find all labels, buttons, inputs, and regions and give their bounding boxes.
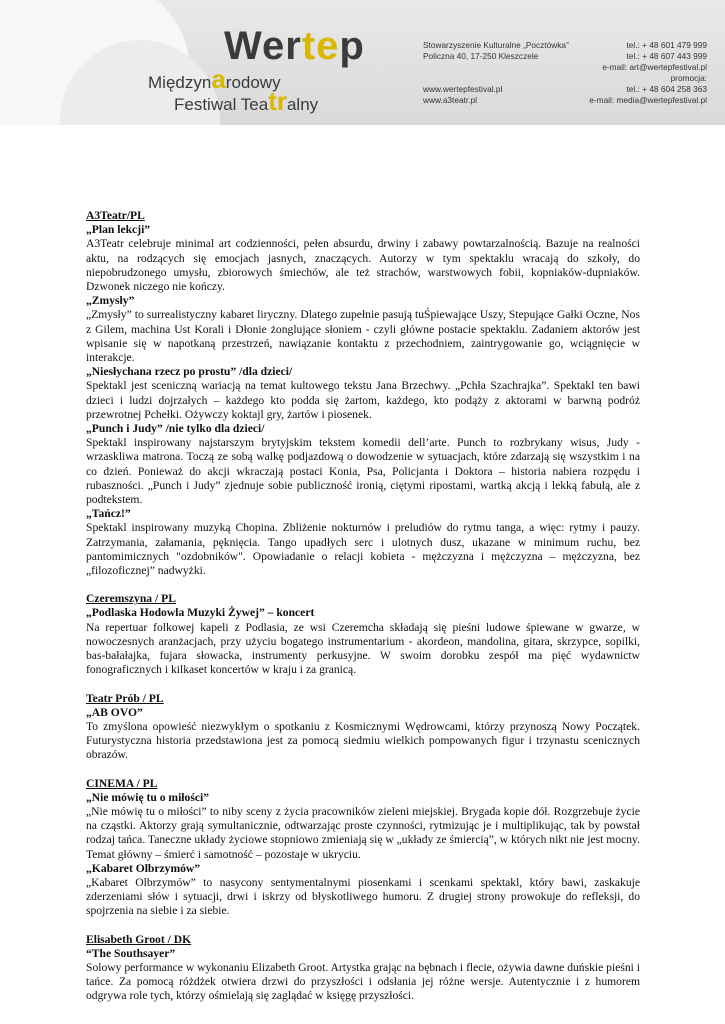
performance-title: „AB OVO” bbox=[86, 705, 143, 719]
performance-description: Spektakl inspirowany muzyką Chopina. Zbliżenie nokturnów i preludiów do rytmu tanga, a więc: rytmy i pauzy. Zatrzymania, załamania, pęknięcia. Tango upadłych serc i ulotnych dusz, ukazane w minimum ruchu, bez pantomimicznych "ozdobników". Opowiadanie o relacji kobieta - mężczyzna i mężczyzna – mężczyzna, bez „filozoficznej” nadwyżki. bbox=[86, 521, 640, 578]
festival-logo bbox=[140, 24, 400, 116]
group-heading: Teatr Prób / PL bbox=[86, 691, 164, 705]
organization-address: Policzna 40, 17-250 Kleszczele bbox=[423, 51, 539, 61]
performance-title: „Nie mówię tu o miłości” bbox=[86, 790, 210, 804]
program-content bbox=[86, 209, 640, 1004]
performance-title: „Kabaret Olbrzymów” bbox=[86, 861, 201, 875]
performance-title: „Niesłychana rzecz po prostu” /dla dzieci/ bbox=[86, 365, 293, 379]
performance-description: „Nie mówię tu o miłości” to niby sceny z życia pracowników zieleni miejskiej. Brygada kopie dół. Rozgrzebuje życie na cząstki. Aktorzy grają symultanicznie, odtwarzając proste czynności, rytmizując je i multiplikując, tak by powstał rodzaj tańca. Taneczne układy życiowe stopniowo zmieniają się w „układy ze śmiercią”, w których nikt nie jest mocny. Temat główny – śmierć i samotność – pozostaje w ukryciu. bbox=[86, 804, 640, 861]
phone-number: tel.: + 48 601 479 999 bbox=[626, 40, 707, 50]
performance-title: „Podlaska Hodowla Muzyki Żywej” – koncert bbox=[86, 606, 315, 620]
performance-description: Solowy performance w wykonaniu Elizabeth Groot. Artystka grając na bębnach i flecie, ożywia dawne duńskie pieśni i tańce. Za pomocą różdżek otwiera drzwi do przyszłości i odsłania jej różne wersje. Autentycznie i z humorem odgrywa role tych, którzy ośmielają się zaglądać w księgę przyszłości. bbox=[86, 960, 640, 1003]
performance-title: „Zmysły” bbox=[86, 294, 135, 308]
performance-description: Spektakl jest sceniczną wariacją na temat kultowego tekstu Jana Brzechwy. „Pchła Szachrajka”. Spektakl ten bawi dzieci i ludzi dojrzałych – każdego kto podda się żartom, każdego, kto podąży z aktorami w barwną podróż przewrotnej Pchełki. Ożywczy koktajl gry, żartów i piosenek. bbox=[86, 379, 640, 421]
phone-number: tel.: + 48 607 443 999 bbox=[626, 51, 707, 61]
logo-line-2: Festiwal Teatralny bbox=[174, 86, 319, 116]
header-contact-right bbox=[589, 40, 707, 106]
performance-description: Na repertuar folkowej kapeli z Podlasia, ze wsi Czeremcha składają się pieśni ludowe śpiewane w gwarze, w nowoczesnych aranżacjach, przy użyciu bogatego instrumentarium - akordeon, mandolina, gitara, skrzypce, sopilki, bas-bałałajka, fujara słowacka, instrumenty perkusyjne. W swoim dorobku zespół ma pięć wydawnictw fonograficznych i kilkaset koncertów w kraju i za granicą. bbox=[86, 620, 640, 677]
performance-description: To zmyślona opowieść niezwykłym o spotkaniu z Kosmicznymi Wędrowcami, którzy przynoszą Nowy Początek. Futurystyczna historia przedstawiona jest za pomocą siedmiu wielkich pompowanych figur i trzynastu scenicznych obrazów. bbox=[86, 719, 640, 762]
logo-name: Wertep bbox=[224, 24, 365, 68]
organization-name: Stowarzyszenie Kulturalne „Pocztówka” bbox=[423, 40, 569, 50]
letterhead bbox=[0, 0, 725, 125]
group-heading: Elisabeth Groot / DK bbox=[86, 932, 192, 946]
performance-description: „Zmysły” to surrealistyczny kabaret liryczny. Dlatego zupełnie pasują tuŚpiewające Uszy, Stepujące Gałki Oczne, Nos z Gilem, machina Ust Korali i Dłonie żonglujące słoniem - czyli główne postacie spektaklu. Zadaniem aktorów jest wpisanie się w napotkaną przestrzeń, nawiązanie kontaktu z przechodniem, zaintrygowanie go, wciągnięcie w interakcje. bbox=[86, 308, 640, 365]
logo-line-1: Międzynarodowy bbox=[148, 64, 281, 94]
website-link[interactable]: www.a3teatr.pl bbox=[423, 95, 477, 105]
phone-number: tel.: + 48 604 258 363 bbox=[626, 84, 707, 94]
performance-title: „Plan lekcji” bbox=[86, 223, 151, 237]
performance-title: “The Southsayer” bbox=[86, 946, 176, 960]
website-link[interactable]: www.wertepfestival.pl bbox=[423, 84, 503, 94]
performance-description: Spektakl inspirowany najstarszym brytyjskim tekstem komedii dell’arte. Punch to rozbrykany wisus, Judy - wrzaskliwa matrona. Toczą ze sobą walkę podjazdową o dowodzenie w sytuacjach, które zdarzają się wszystkim i na co dzień. Ponieważ do akcji wkraczają postaci Konia, Psa, Policjanta i Doktora – historia nabiera rozpędu i rubaszności. „Punch i Judy” zjednuje sobie publiczność ironią, ciętymi ripostami, wartką akcją i lekką fabułą, ale z podtekstem. bbox=[86, 436, 640, 507]
promo-label: promocja: bbox=[670, 73, 707, 83]
group-heading: Czeremszyna / PL bbox=[86, 592, 176, 606]
performance-title: „Punch i Judy” /nie tylko dla dzieci/ bbox=[86, 422, 265, 436]
performance-title: „Tańcz!” bbox=[86, 507, 131, 521]
email-address[interactable]: e-mail: media@wertepfestival.pl bbox=[589, 95, 707, 105]
email-address[interactable]: e-mail: art@wertepfestival.pl bbox=[602, 62, 707, 72]
performance-description: „Kabaret Olbrzymów” to nasycony sentymentalnymi piosenkami i scenkami spektakl, który bawi, zaskakuje zderzeniami słów i sytuacji, drwi i iskrzy od błyskotliwego humoru. Z drugiej strony prowokuje do refleksji, do spojrzenia na siebie i za siebie. bbox=[86, 875, 640, 918]
group-heading: CINEMA / PL bbox=[86, 776, 158, 790]
performance-description: A3Teatr celebruje minimal art codzienności, pełen absurdu, drwiny i zabawy powtarzalnością. Bazuje na realności aktu, na rodzących się emocjach jasnych, znaczących. Autorzy w tym spektaklu wracają do szkoły, do niepobrudzonego umysłu, zbiorowych śmiechów, ale też strachów, warstwowych fobii, kopniaków-dupniaków. Dzwonek niczego nie kończy. bbox=[86, 237, 640, 294]
header-contact-middle bbox=[423, 40, 569, 106]
group-heading: A3Teatr/PL bbox=[86, 209, 145, 222]
